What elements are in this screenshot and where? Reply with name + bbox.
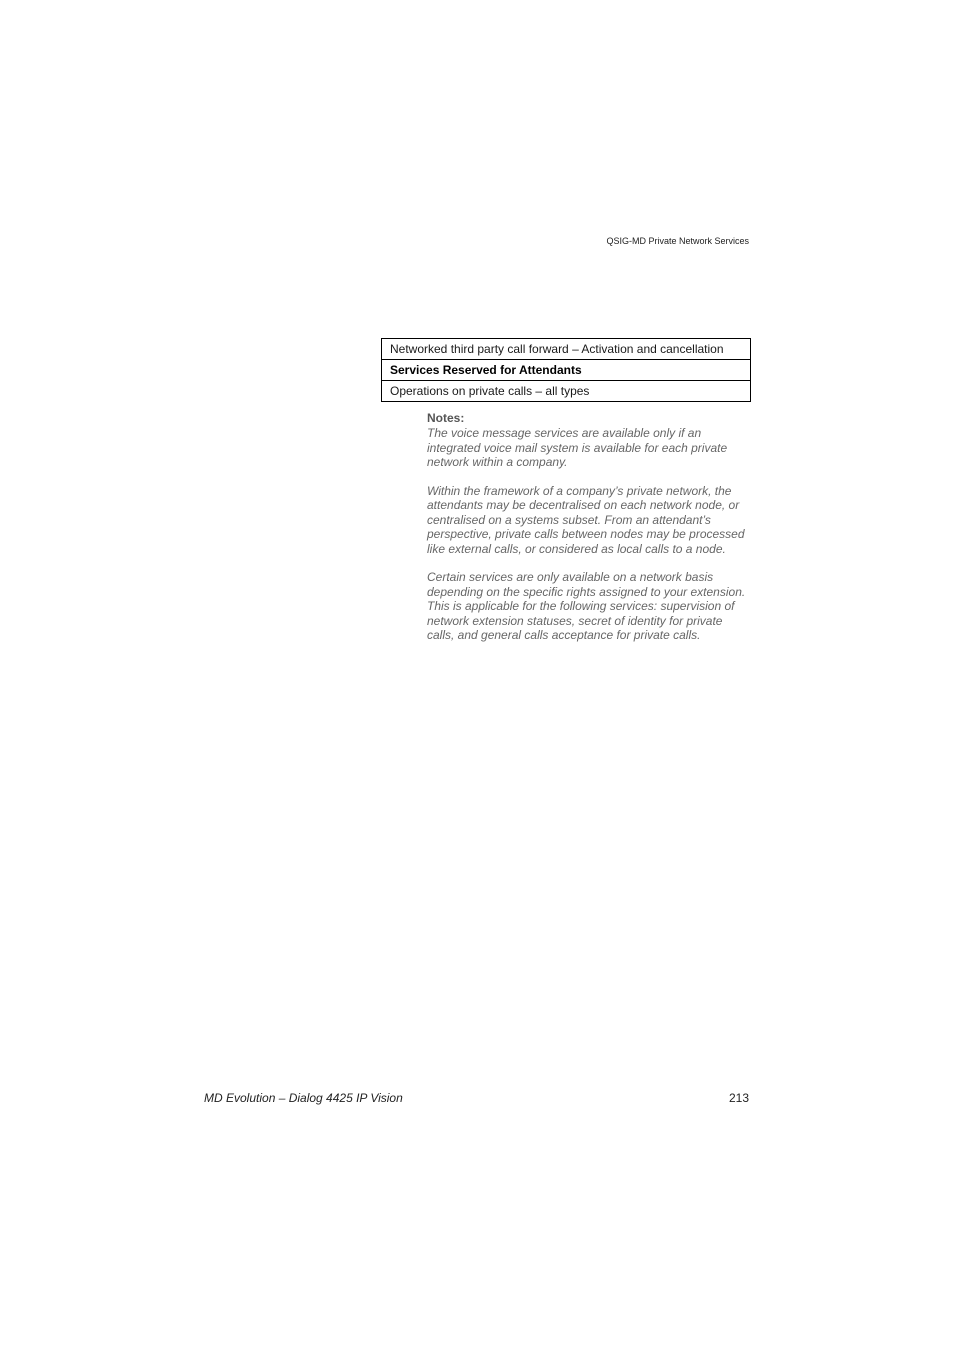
table-row	[382, 339, 751, 360]
notes-block	[427, 411, 753, 657]
footer-document-title: MD Evolution – Dialog 4425 IP Vision	[204, 1091, 403, 1105]
running-header: QSIG-MD Private Network Services	[606, 236, 749, 246]
note-paragraph: Within the framework of a company’s private network, the attendants may be decentralised on each network node, or centralised on a systems subset. From an attendant’s perspective, private calls between nodes may be processed like external calls, or considered as local calls to a node.	[427, 483, 745, 556]
note-paragraph: The voice message services are available only if an integrated voice mail system is available for each private network within a company.	[427, 426, 728, 469]
table-cell: Operations on private calls – all types	[382, 381, 751, 402]
note-paragraph: Certain services are only available on a network basis depending on the specific rights assigned to your extension. This is applicable for the following services: supervision of network extension statuses, secret of identity for private calls, and general calls acceptance for private calls.	[427, 570, 746, 642]
table-row	[382, 381, 751, 402]
table-row	[382, 360, 751, 381]
table-section-heading: Services Reserved for Attendants	[382, 360, 751, 381]
notes-title: Notes:	[427, 411, 465, 425]
services-table	[381, 338, 751, 402]
page-number: 213	[728, 1091, 749, 1105]
table-cell: Networked third party call forward – Activation and cancellation	[382, 339, 751, 360]
